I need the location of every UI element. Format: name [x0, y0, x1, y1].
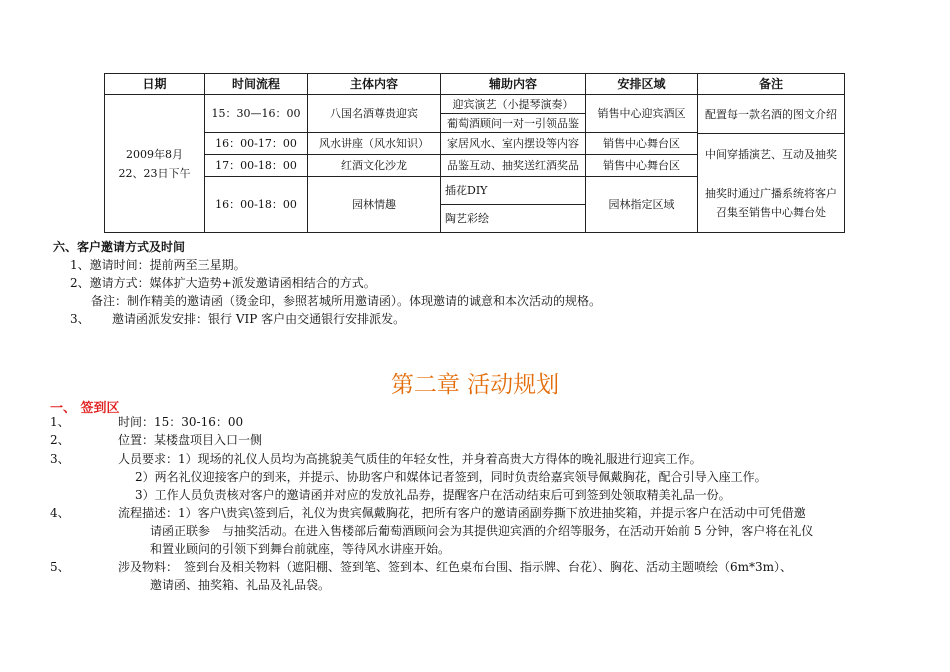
- aux-cell: 家居风水、室内摆设等内容: [441, 133, 586, 155]
- invite-item-number: 3、: [70, 312, 90, 326]
- header-note: 备注: [698, 74, 845, 95]
- subsection-title: 一、 签到区: [50, 401, 120, 416]
- process-line-2: 请函正联参 与抽奖活动。在进入售楼部后葡萄酒顾问会为其提供迎宾酒的介绍等服务，在活动开始前 5 分钟，客户将在礼仪: [150, 524, 814, 538]
- invite-note: 备注：制作精美的邀请函（烫金印，参照茗城所用邀请函）。体现邀请的诚意和本次活动的规格。: [91, 294, 602, 308]
- time-cell: 16：00-17：00: [205, 133, 308, 155]
- main-cell: 园林情趣: [308, 177, 441, 233]
- time-cell: 17：00-18：00: [205, 155, 308, 177]
- staff-requirement-2: 2）两名礼仪迎接客户的到来，并提示、协助客户和媒体记者签到，同时负责给嘉宾领导佩戴胸花，配合引导入座工作。: [135, 470, 767, 484]
- chapter-title: 第二章 活动规划: [390, 372, 560, 398]
- date-cell: [105, 95, 205, 233]
- area-cell: 销售中心舞台区: [586, 155, 698, 177]
- staff-requirement-3: 3）工作人员负责核对客户的邀请函并对应的发放礼品券，提醒客户在活动结束后可到签到处领取精美礼品一份。: [135, 488, 731, 502]
- staff-requirement-1: 人员要求：1）现场的礼仪人员均为高挑貌美气质佳的年轻女性，并身着高贵大方得体的晚礼服进行迎宾工作。: [118, 452, 702, 466]
- aux-cell: 陶艺彩绘: [441, 204, 586, 232]
- item-number: 4、: [50, 506, 70, 520]
- section-heading: 六、客户邀请方式及时间: [53, 240, 186, 254]
- header-time: 时间流程: [205, 74, 308, 95]
- header-main: 主体内容: [308, 74, 441, 95]
- area-cell: 销售中心迎宾酒区: [586, 95, 698, 133]
- process-line-3: 和置业顾问的引领下到舞台前就座，等待风水讲座开始。: [150, 542, 451, 556]
- note-2: 中间穿插演艺、互动及抽奖: [705, 147, 837, 161]
- note-1: 配置每一款名酒的图文介绍: [698, 95, 844, 134]
- invite-time: 1、邀请时间：提前两至三星期。: [70, 258, 246, 272]
- date-line-1: 2009年8月: [126, 147, 183, 161]
- item-number: 2、: [50, 433, 70, 447]
- item-number: 1、: [50, 415, 70, 429]
- note-3: 抽奖时通过广播系统将客户召集至销售中心舞台处: [705, 187, 837, 219]
- date-line-2: 22、23日下午: [118, 166, 191, 180]
- time-cell: 15：30—16：00: [205, 95, 308, 133]
- header-date: 日期: [105, 74, 205, 95]
- invite-method: 2、邀请方式：媒体扩大造势+派发邀请函相结合的方式。: [70, 276, 376, 290]
- aux-cell: 插花DIY: [441, 177, 586, 205]
- table-header-row: [105, 74, 845, 95]
- item-number: 3、: [50, 452, 70, 466]
- aux-cell: 葡萄酒顾问一对一引领品鉴: [441, 114, 586, 133]
- checkin-location: 位置：某楼盘项目入口一侧: [118, 433, 263, 447]
- main-cell: 红酒文化沙龙: [308, 155, 441, 177]
- aux-cell: 迎宾演艺（小提琴演奏）: [441, 95, 586, 114]
- notes-cell: [698, 95, 845, 233]
- invite-dispatch: 邀请函派发安排：银行 VIP 客户由交通银行安排派发。: [112, 312, 406, 326]
- activity-schedule-table: [104, 73, 845, 233]
- main-cell: 八国名酒尊贵迎宾: [308, 95, 441, 133]
- item-number: 5、: [50, 560, 70, 574]
- area-cell: 园林指定区域: [586, 177, 698, 233]
- area-cell: 销售中心舞台区: [586, 133, 698, 155]
- materials-line-2: 邀请函、抽奖箱、礼品及礼品袋。: [150, 578, 331, 592]
- header-aux: 辅助内容: [441, 74, 586, 95]
- main-cell: 风水讲座（风水知识）: [308, 133, 441, 155]
- process-line-1: 流程描述：1）客户\贵宾\签到后，礼仪为贵宾佩戴胸花，把所有客户的邀请函副券撕下放进抽奖箱，并提示客户在活动中可凭借邀: [118, 506, 806, 520]
- header-area: 安排区域: [586, 74, 698, 95]
- time-cell: 16：00-18：00: [205, 177, 308, 233]
- table-row: [105, 95, 845, 114]
- materials-line-1: 涉及物料： 签到台及相关物料（遮阳棚、签到笔、签到本、红色桌布台围、指示牌、台花）、胸花、活动主题喷绘（6m*3m）、: [118, 560, 793, 574]
- checkin-time: 时间：15：30-16：00: [118, 415, 244, 429]
- aux-cell: 品鉴互动、抽奖送红酒奖品: [441, 155, 586, 177]
